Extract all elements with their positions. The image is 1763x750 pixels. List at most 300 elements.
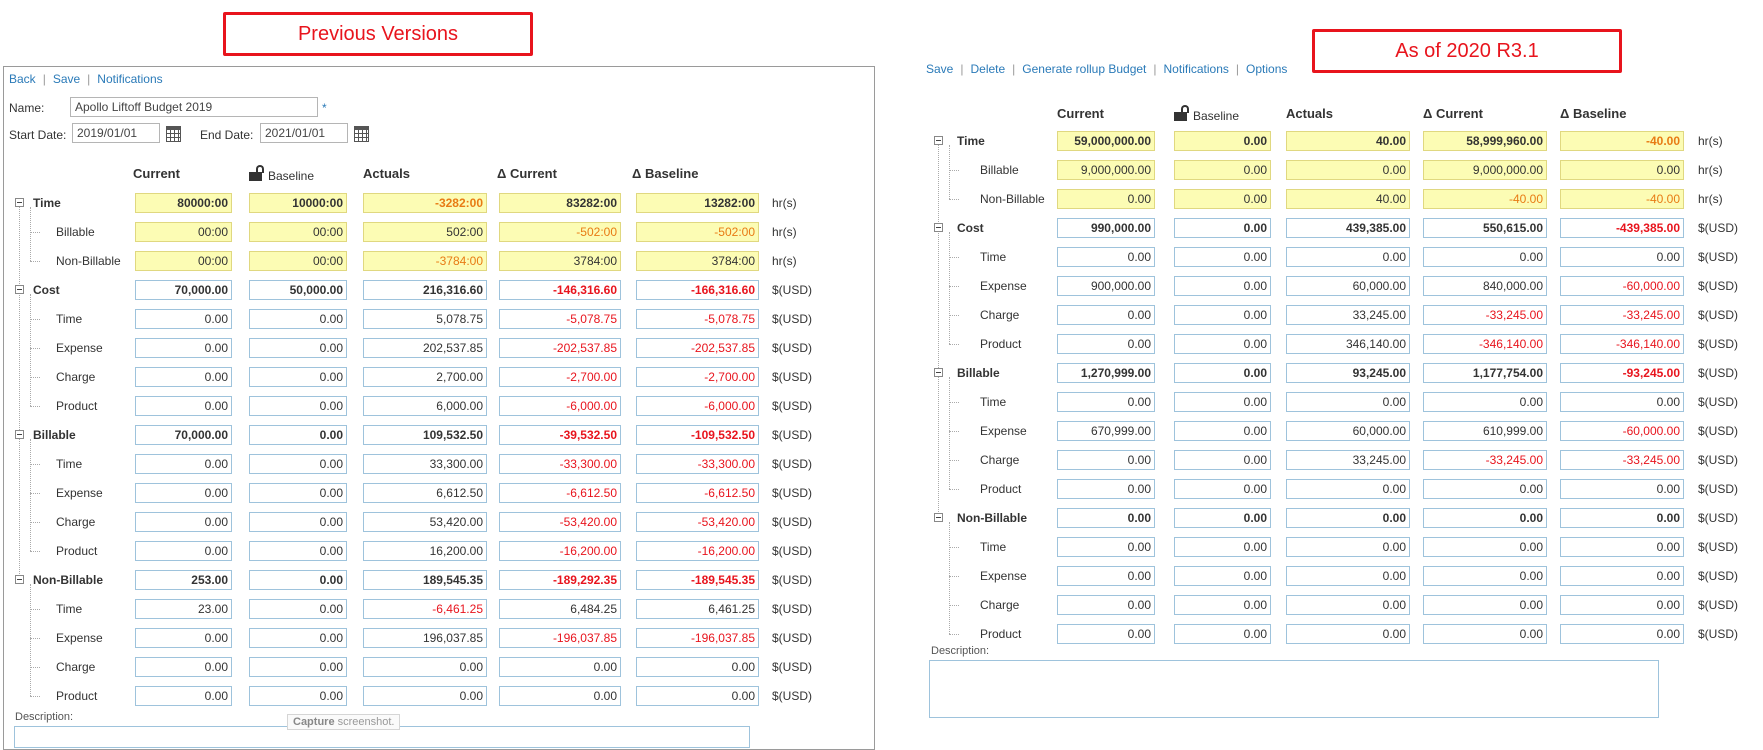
column-header-label: Current [133, 166, 180, 181]
unit-label: $(USD) [772, 283, 813, 297]
name-input[interactable] [70, 97, 318, 117]
cell-actuals: 40.00 [1286, 131, 1410, 151]
cell-delta-current: -202,537.85 [499, 338, 621, 358]
cell-actuals: 40.00 [1286, 189, 1410, 209]
unit-label: $(USD) [1698, 598, 1739, 612]
cell-current[interactable]: 0.00 [1057, 392, 1155, 412]
column-header-delta-baseline [1560, 106, 1626, 121]
tree-line [30, 377, 40, 378]
cell-delta-baseline: 0.00 [1560, 566, 1684, 586]
row-label-expense: Expense [980, 424, 1027, 438]
cell-delta-current: 0.00 [1423, 566, 1547, 586]
cell-actuals: 53,420.00 [363, 512, 487, 532]
tree-line [19, 207, 20, 584]
cell-baseline[interactable]: 0.00 [249, 425, 347, 445]
cell-actuals: 0.00 [1286, 566, 1410, 586]
tree-line [949, 605, 959, 606]
cell-actuals: 16,200.00 [363, 541, 487, 561]
cell-current[interactable]: 0.00 [1057, 537, 1155, 557]
tree-line [949, 634, 959, 635]
row-label-billable: Billable [980, 163, 1019, 177]
cell-current[interactable]: 70,000.00 [135, 280, 232, 300]
cell-actuals: 0.00 [1286, 247, 1410, 267]
tree-line [949, 257, 959, 258]
tree-line [949, 145, 950, 199]
row-label-expense: Expense [980, 569, 1027, 583]
cell-delta-baseline: -439,385.00 [1560, 218, 1684, 238]
row-label-expense: Expense [56, 486, 103, 500]
unit-label: $(USD) [772, 341, 813, 355]
cell-delta-current: -33,245.00 [1423, 450, 1547, 470]
cell-current[interactable]: 670,999.00 [1057, 421, 1155, 441]
cell-current[interactable]: 0.00 [135, 367, 232, 387]
row-label-time: Time [56, 602, 83, 616]
cell-current[interactable]: 80000:00 [135, 193, 232, 213]
cell-baseline[interactable]: 0.00 [249, 338, 347, 358]
unit-label: $(USD) [1698, 279, 1739, 293]
cell-current[interactable]: 0.00 [135, 454, 232, 474]
cell-delta-current: -39,532.50 [499, 425, 621, 445]
cell-baseline[interactable]: 0.00 [249, 396, 347, 416]
cell-actuals: 109,532.50 [363, 425, 487, 445]
tree-line [30, 406, 40, 407]
cell-delta-baseline: -16,200.00 [636, 541, 759, 561]
row-label-billable: Billable [33, 428, 76, 442]
end-date-input[interactable] [260, 123, 348, 143]
unit-label: $(USD) [772, 660, 813, 674]
name-value: Apollo Liftoff Budget 2019 [75, 100, 213, 114]
tree-line [30, 493, 40, 494]
cell-delta-current: 840,000.00 [1423, 276, 1547, 296]
collapse-icon[interactable] [15, 285, 24, 294]
column-header-label: Δ Baseline [1560, 106, 1627, 121]
column-header-label: Baseline [1193, 109, 1240, 123]
row-label-charge: Charge [56, 660, 96, 674]
column-header-baseline [1174, 106, 1239, 123]
cell-delta-current: 610,999.00 [1423, 421, 1547, 441]
tree-line [30, 609, 40, 610]
cell-current[interactable]: 0.00 [1057, 247, 1155, 267]
cell-baseline[interactable]: 0.00 [1174, 160, 1271, 180]
cell-baseline[interactable]: 50,000.00 [249, 280, 347, 300]
cell-current[interactable]: 900,000.00 [1057, 276, 1155, 296]
cell-delta-baseline: 13282:00 [636, 193, 759, 213]
cell-current[interactable]: 1,270,999.00 [1057, 363, 1155, 383]
delete-link[interactable]: Delete [970, 62, 1006, 76]
cell-current[interactable]: 0.00 [1057, 566, 1155, 586]
cell-delta-baseline: -196,037.85 [636, 628, 759, 648]
cell-actuals: 502:00 [363, 222, 487, 242]
cell-delta-baseline: 3784:00 [636, 251, 759, 271]
row-label-billable: Billable [957, 366, 1000, 380]
start-date-label: Start Date: [9, 128, 67, 142]
tree-line [949, 170, 959, 171]
column-header-label: Δ Current [1423, 106, 1483, 121]
tree-line [30, 294, 31, 406]
cell-current[interactable]: 0.00 [135, 309, 232, 329]
cell-delta-current: 58,999,960.00 [1423, 131, 1547, 151]
column-header-label: Actuals [363, 166, 410, 181]
notifications-link[interactable]: Notifications [1163, 62, 1229, 76]
cell-current[interactable]: 0.00 [135, 657, 232, 677]
cell-actuals: 0.00 [1286, 160, 1410, 180]
cell-actuals: 93,245.00 [1286, 363, 1410, 383]
cell-baseline[interactable]: 0.00 [249, 570, 347, 590]
cell-current[interactable]: 00:00 [135, 251, 232, 271]
cell-delta-current: 0.00 [1423, 624, 1547, 644]
unit-label: $(USD) [772, 486, 813, 500]
row-label-time: Time [980, 395, 1007, 409]
left-description-label: Description: [15, 711, 74, 723]
cell-actuals: 439,385.00 [1286, 218, 1410, 238]
tree-line [949, 547, 959, 548]
unit-label: $(USD) [772, 631, 813, 645]
cell-current[interactable]: 0.00 [1057, 479, 1155, 499]
cell-current[interactable]: 253.00 [135, 570, 232, 590]
tree-line [949, 199, 959, 200]
unit-label: $(USD) [1698, 395, 1739, 409]
cell-delta-baseline: -33,245.00 [1560, 305, 1684, 325]
tree-line [30, 667, 40, 668]
tree-line [949, 315, 959, 316]
row-label-time: Time [980, 540, 1007, 554]
cell-baseline[interactable]: 0.00 [249, 309, 347, 329]
row-label-expense: Expense [56, 341, 103, 355]
cell-delta-baseline: -6,612.50 [636, 483, 759, 503]
cell-delta-current: -346,140.00 [1423, 334, 1547, 354]
cell-actuals: 0.00 [1286, 537, 1410, 557]
row-label-non-billable: Non-Billable [980, 192, 1045, 206]
cell-current[interactable]: 0.00 [1057, 508, 1155, 528]
row-label-charge: Charge [980, 453, 1020, 467]
lock-icon[interactable] [249, 172, 262, 181]
cell-current[interactable]: 0.00 [135, 396, 232, 416]
cell-delta-current: -40.00 [1423, 189, 1547, 209]
unit-label: $(USD) [772, 457, 813, 471]
unit-label: $(USD) [772, 370, 813, 384]
cell-delta-current: -5,078.75 [499, 309, 621, 329]
cell-actuals: 0.00 [1286, 508, 1410, 528]
cell-baseline[interactable]: 0.00 [249, 454, 347, 474]
unit-label: $(USD) [1698, 424, 1739, 438]
callout-previous-versions: Previous Versions [223, 12, 533, 56]
unit-label: $(USD) [1698, 453, 1739, 467]
cell-baseline[interactable]: 00:00 [249, 251, 347, 271]
tree-line [30, 522, 40, 523]
cell-baseline[interactable]: 00:00 [249, 222, 347, 242]
cell-baseline[interactable]: 0.00 [1174, 247, 1271, 267]
lock-icon[interactable] [1174, 112, 1187, 121]
cell-delta-baseline: 0.00 [1560, 624, 1684, 644]
tree-line [949, 402, 959, 403]
cell-delta-current: 6,484.25 [499, 599, 621, 619]
unit-label: $(USD) [1698, 337, 1739, 351]
column-header-current [1057, 106, 1104, 121]
row-label-billable: Billable [56, 225, 95, 239]
cell-actuals: 60,000.00 [1286, 276, 1410, 296]
unit-label: hr(s) [1698, 134, 1723, 148]
cell-baseline[interactable]: 0.00 [1174, 363, 1271, 383]
cell-delta-baseline: -53,420.00 [636, 512, 759, 532]
tree-line [30, 584, 31, 696]
cell-current[interactable]: 0.00 [135, 483, 232, 503]
unit-label: hr(s) [1698, 192, 1723, 206]
cell-baseline[interactable]: 0.00 [249, 367, 347, 387]
unit-label: $(USD) [1698, 569, 1739, 583]
cell-delta-current: -33,300.00 [499, 454, 621, 474]
tree-line [30, 261, 40, 262]
cell-delta-baseline: -33,245.00 [1560, 450, 1684, 470]
cell-baseline[interactable]: 0.00 [1174, 537, 1271, 557]
cell-current[interactable]: 70,000.00 [135, 425, 232, 445]
cell-delta-baseline: -40.00 [1560, 189, 1684, 209]
unit-label: $(USD) [772, 312, 813, 326]
cell-baseline[interactable]: 0.00 [1174, 508, 1271, 528]
tree-line [949, 377, 950, 489]
generate-rollup-budget-link[interactable]: Generate rollup Budget [1022, 62, 1147, 76]
toolbar-separator: | [42, 72, 46, 86]
column-header-delta-baseline [632, 166, 698, 181]
row-label-cost: Cost [33, 283, 60, 297]
cell-delta-current: 0.00 [499, 686, 621, 706]
cell-actuals: 202,537.85 [363, 338, 487, 358]
cell-delta-baseline: 6,461.25 [636, 599, 759, 619]
row-label-time: Time [980, 250, 1007, 264]
cell-actuals: 0.00 [363, 657, 487, 677]
cell-baseline[interactable]: 0.00 [249, 599, 347, 619]
cell-current[interactable]: 0.00 [135, 338, 232, 358]
cell-baseline[interactable]: 0.00 [1174, 189, 1271, 209]
cell-delta-baseline: -5,078.75 [636, 309, 759, 329]
cell-baseline[interactable]: 0.00 [1174, 421, 1271, 441]
cell-actuals: 0.00 [1286, 624, 1410, 644]
cell-current[interactable]: 23.00 [135, 599, 232, 619]
row-label-expense: Expense [980, 279, 1027, 293]
start-date-value: 2019/01/01 [77, 126, 138, 140]
cell-delta-current: -189,292.35 [499, 570, 621, 590]
tooltip-bold: Capture [293, 716, 335, 728]
collapse-icon[interactable] [934, 136, 943, 145]
unit-label: $(USD) [1698, 250, 1739, 264]
cell-delta-baseline: -93,245.00 [1560, 363, 1684, 383]
unit-label: $(USD) [1698, 308, 1739, 322]
tooltip-text: screenshot. [334, 716, 395, 728]
toolbar-separator: | [960, 62, 964, 76]
save-link[interactable]: Save [52, 72, 81, 86]
collapse-icon[interactable] [15, 198, 24, 207]
column-header-actuals [363, 166, 410, 181]
row-label-product: Product [980, 482, 1022, 496]
cell-baseline[interactable]: 0.00 [1174, 305, 1271, 325]
cell-current[interactable]: 9,000,000.00 [1057, 160, 1155, 180]
save-link[interactable]: Save [926, 62, 954, 76]
column-header-actuals [1286, 106, 1333, 121]
cell-delta-baseline: 0.00 [636, 657, 759, 677]
tree-line [949, 232, 950, 344]
cell-delta-current: 0.00 [1423, 479, 1547, 499]
row-label-product: Product [56, 399, 98, 413]
cell-current[interactable]: 0.00 [1057, 334, 1155, 354]
cell-current[interactable]: 0.00 [1057, 189, 1155, 209]
unit-label: hr(s) [772, 225, 797, 239]
cell-actuals: 196,037.85 [363, 628, 487, 648]
cell-delta-baseline: -6,000.00 [636, 396, 759, 416]
collapse-icon[interactable] [934, 223, 943, 232]
cell-baseline[interactable]: 0.00 [1174, 276, 1271, 296]
cell-delta-baseline: -202,537.85 [636, 338, 759, 358]
cell-baseline[interactable]: 0.00 [249, 628, 347, 648]
unit-label: $(USD) [772, 544, 813, 558]
cell-delta-baseline: 0.00 [1560, 508, 1684, 528]
tree-line [30, 439, 31, 551]
unit-label: $(USD) [1698, 627, 1739, 641]
tree-line [30, 551, 40, 552]
cell-current[interactable]: 0.00 [135, 686, 232, 706]
notifications-link[interactable]: Notifications [97, 72, 163, 86]
cell-current[interactable]: 0.00 [135, 628, 232, 648]
cell-baseline[interactable]: 0.00 [1174, 450, 1271, 470]
row-label-time: Time [56, 312, 83, 326]
cell-baseline[interactable]: 0.00 [1174, 479, 1271, 499]
tree-line [30, 319, 40, 320]
options-link[interactable]: Options [1246, 62, 1288, 76]
cell-current[interactable]: 0.00 [1057, 305, 1155, 325]
cell-current[interactable]: 59,000,000.00 [1057, 131, 1155, 151]
unit-label: $(USD) [772, 428, 813, 442]
cell-delta-baseline: 0.00 [1560, 392, 1684, 412]
cell-delta-current: -196,037.85 [499, 628, 621, 648]
cell-delta-current: -502:00 [499, 222, 621, 242]
cell-delta-baseline: 0.00 [1560, 247, 1684, 267]
row-label-product: Product [56, 689, 98, 703]
toolbar-separator: | [1153, 62, 1157, 76]
cell-actuals: -3282:00 [363, 193, 487, 213]
cell-current[interactable]: 00:00 [135, 222, 232, 242]
cell-baseline[interactable]: 0.00 [1174, 595, 1271, 615]
toolbar-separator: | [1012, 62, 1016, 76]
cell-baseline[interactable]: 0.00 [1174, 131, 1271, 151]
calendar-icon[interactable] [354, 128, 369, 142]
cell-delta-current: 0.00 [1423, 595, 1547, 615]
cell-delta-baseline: -40.00 [1560, 131, 1684, 151]
cell-delta-current: 3784:00 [499, 251, 621, 271]
cell-current[interactable]: 0.00 [135, 512, 232, 532]
row-label-time: Time [957, 134, 985, 148]
cell-delta-current: 0.00 [1423, 247, 1547, 267]
unit-label: $(USD) [772, 689, 813, 703]
cell-actuals: 6,000.00 [363, 396, 487, 416]
cell-baseline[interactable]: 0.00 [1174, 566, 1271, 586]
row-label-charge: Charge [980, 308, 1020, 322]
required-marker: * [322, 101, 327, 115]
cell-delta-baseline: 0.00 [1560, 595, 1684, 615]
cell-baseline[interactable]: 0.00 [249, 541, 347, 561]
tree-line [949, 460, 959, 461]
cell-baseline[interactable]: 0.00 [1174, 218, 1271, 238]
cell-actuals: 5,078.75 [363, 309, 487, 329]
cell-current[interactable]: 990,000.00 [1057, 218, 1155, 238]
cell-delta-baseline: 0.00 [1560, 160, 1684, 180]
cell-baseline[interactable]: 0.00 [1174, 624, 1271, 644]
start-date-input[interactable] [72, 123, 160, 143]
cell-actuals: 2,700.00 [363, 367, 487, 387]
cell-actuals: 0.00 [1286, 479, 1410, 499]
end-date-value: 2021/01/01 [265, 126, 326, 140]
collapse-icon[interactable] [15, 430, 24, 439]
collapse-icon[interactable] [934, 368, 943, 377]
tree-line [949, 344, 959, 345]
cell-current[interactable]: 0.00 [1057, 595, 1155, 615]
cell-baseline[interactable]: 10000:00 [249, 193, 347, 213]
row-label-time: Time [33, 196, 61, 210]
toolbar-separator: | [1235, 62, 1240, 76]
cell-delta-current: 0.00 [1423, 392, 1547, 412]
row-label-cost: Cost [957, 221, 984, 235]
tree-line [949, 576, 959, 577]
collapse-icon[interactable] [15, 575, 24, 584]
column-header-baseline [249, 166, 314, 183]
row-label-time: Time [56, 457, 83, 471]
row-label-non-billable: Non-Billable [33, 573, 104, 587]
cell-baseline[interactable]: 0.00 [1174, 334, 1271, 354]
cell-delta-current: 0.00 [1423, 508, 1547, 528]
cell-baseline[interactable]: 0.00 [249, 657, 347, 677]
tree-line [949, 286, 959, 287]
row-label-charge: Charge [980, 598, 1020, 612]
cell-baseline[interactable]: 0.00 [249, 686, 347, 706]
right-description-field[interactable] [929, 660, 1659, 718]
back-link[interactable]: Back [9, 72, 36, 86]
column-header-label: Baseline [268, 169, 315, 183]
right-toolbar [926, 62, 1287, 76]
column-header-label: Current [1057, 106, 1104, 121]
left-toolbar [9, 72, 163, 86]
tree-line [949, 431, 959, 432]
cell-delta-baseline: -109,532.50 [636, 425, 759, 445]
unit-label: hr(s) [772, 254, 797, 268]
cell-current[interactable]: 0.00 [1057, 624, 1155, 644]
column-header-label: Δ Current [497, 166, 557, 181]
row-label-charge: Charge [56, 515, 96, 529]
tree-line [30, 464, 40, 465]
tree-line [30, 696, 40, 697]
cell-delta-baseline: -189,545.35 [636, 570, 759, 590]
cell-actuals: 0.00 [1286, 595, 1410, 615]
calendar-icon[interactable] [166, 128, 181, 142]
cell-delta-current: 83282:00 [499, 193, 621, 213]
cell-delta-current: -2,700.00 [499, 367, 621, 387]
cell-delta-current: 0.00 [1423, 537, 1547, 557]
cell-delta-current: 0.00 [499, 657, 621, 677]
cell-current[interactable]: 0.00 [135, 541, 232, 561]
cell-current[interactable]: 0.00 [1057, 450, 1155, 470]
collapse-icon[interactable] [934, 513, 943, 522]
cell-actuals: 216,316.60 [363, 280, 487, 300]
unit-label: $(USD) [772, 515, 813, 529]
cell-actuals: 189,545.35 [363, 570, 487, 590]
cell-baseline[interactable]: 0.00 [249, 512, 347, 532]
cell-actuals: 33,245.00 [1286, 305, 1410, 325]
cell-delta-baseline: -33,300.00 [636, 454, 759, 474]
row-label-expense: Expense [56, 631, 103, 645]
unit-label: $(USD) [772, 573, 813, 587]
cell-baseline[interactable]: 0.00 [249, 483, 347, 503]
cell-baseline[interactable]: 0.00 [1174, 392, 1271, 412]
column-header-delta-current [497, 166, 557, 181]
column-header-label: Δ Baseline [632, 166, 699, 181]
cell-delta-baseline: -60,000.00 [1560, 276, 1684, 296]
row-label-product: Product [980, 627, 1022, 641]
